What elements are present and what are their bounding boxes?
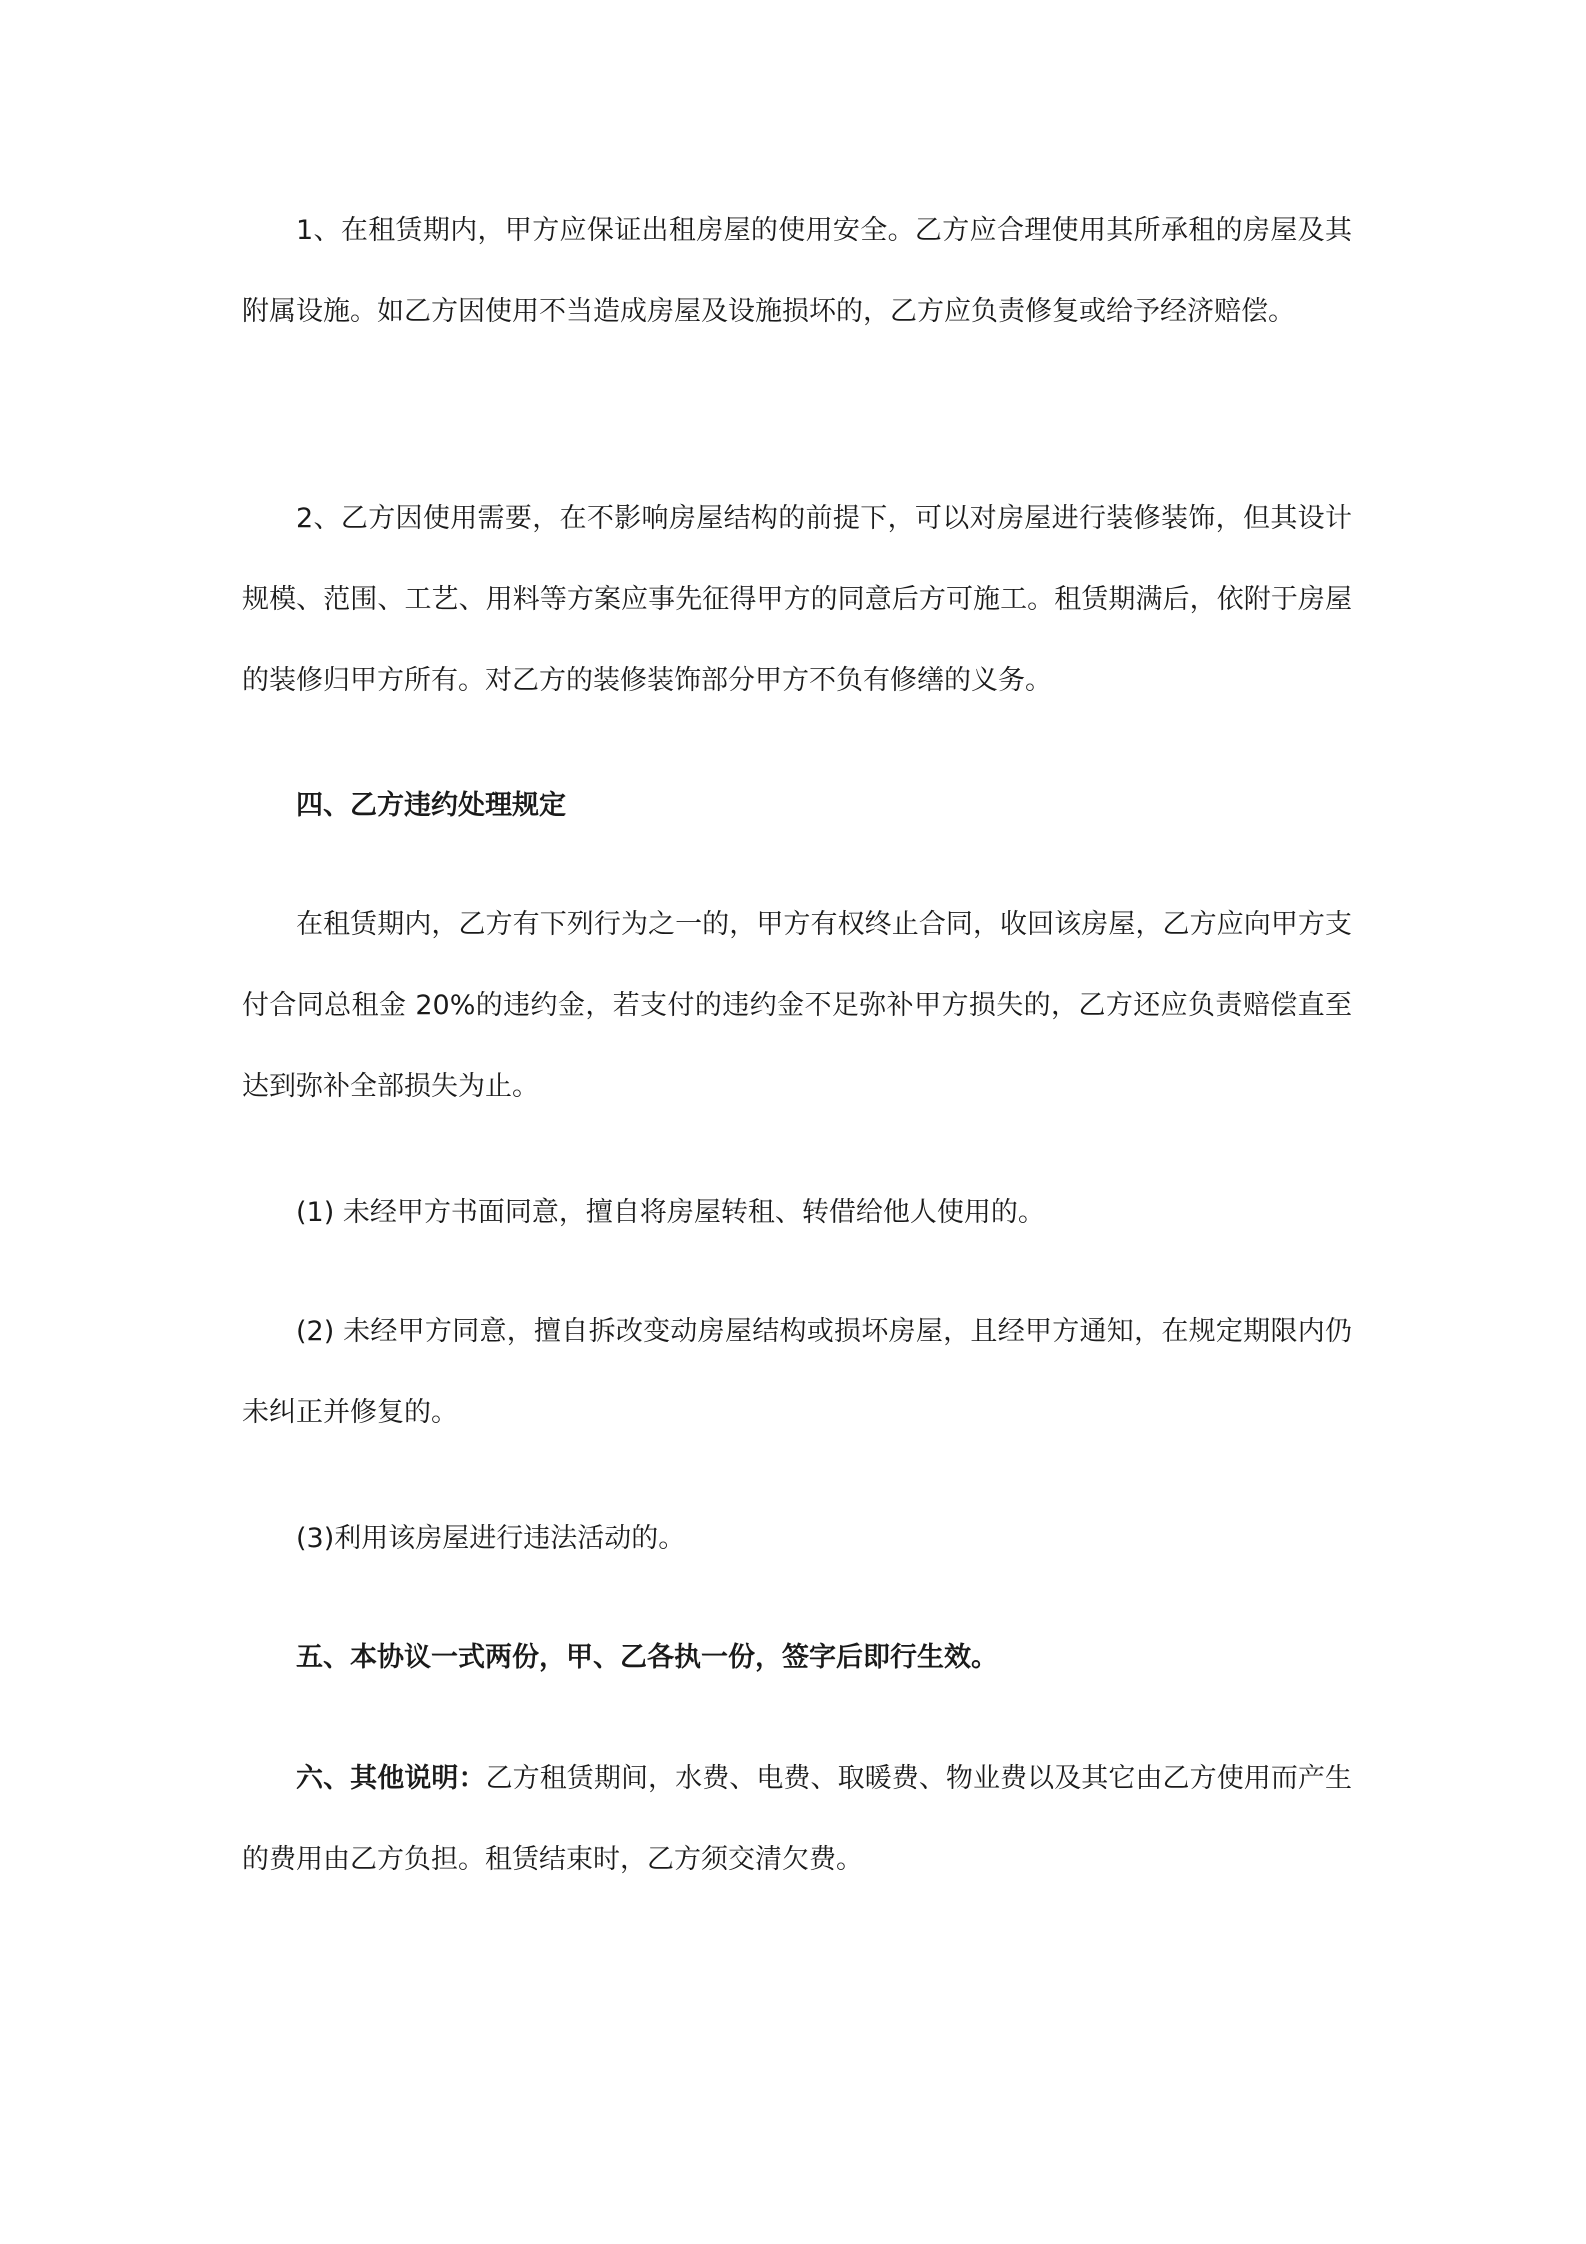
list-item-2: (2) 未经甲方同意，擅自拆改变动房屋结构或损坏房屋，且经甲方通知，在规定期限内仍未纠正并修复的。: [242, 1316, 1352, 1428]
section-6-label: 六、其他说明：: [296, 1763, 486, 1794]
section-4-intro: 在租赁期内，乙方有下列行为之一的，甲方有权终止合同，收回该房屋，乙方应向甲方支付合同总租金 20%的违约金，若支付的违约金不足弥补甲方损失的，乙方还应负责赔偿直至达到弥补全部损失为止。: [242, 909, 1352, 1102]
clause-3-2: 2、乙方因使用需要，在不影响房屋结构的前提下，可以对房屋进行装修装饰，但其设计规模、范围、工艺、用料等方案应事先征得甲方的同意后方可施工。租赁期满后，依附于房屋的装修归甲方所有。对乙方的装修装饰部分甲方不负有修缮的义务。: [242, 503, 1352, 696]
section-6-text: 乙方租赁期间，水费、电费、取暖费、物业费以及其它由乙方使用而产生的费用由乙方负担。租赁结束时，乙方须交清欠费。: [242, 1763, 1353, 1875]
section-5: 五、本协议一式两份，甲、乙各执一份，签字后即行生效。: [296, 1642, 998, 1673]
list-item-1: (1) 未经甲方书面同意，擅自将房屋转租、转借给他人使用的。: [296, 1197, 1045, 1228]
list-item-3: (3)利用该房屋进行违法活动的。: [296, 1523, 686, 1554]
section-4-heading: 四、乙方违约处理规定: [296, 790, 566, 821]
clause-3-1: 1、在租赁期内，甲方应保证出租房屋的使用安全。乙方应合理使用其所承租的房屋及其附属设施。如乙方因使用不当造成房屋及设施损坏的，乙方应负责修复或给予经济赔偿。: [242, 215, 1352, 327]
section-6: [242, 1738, 1352, 1900]
